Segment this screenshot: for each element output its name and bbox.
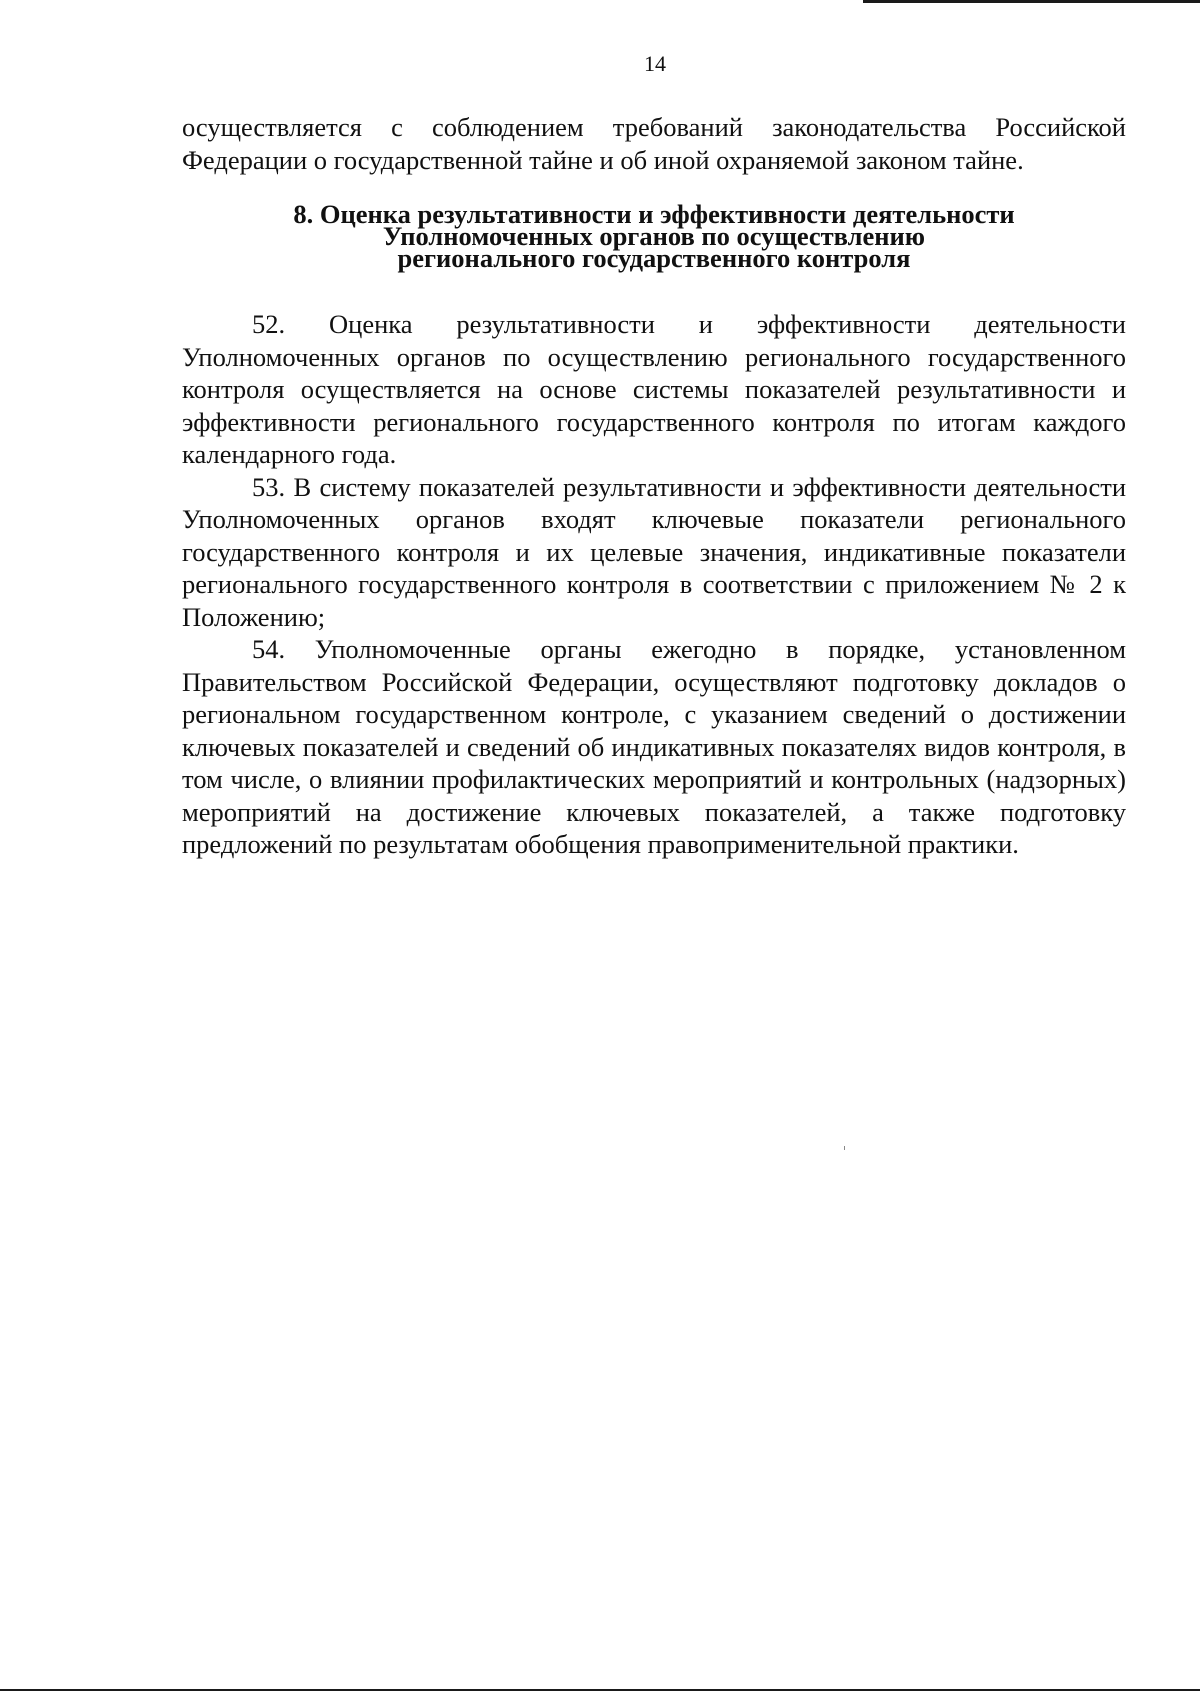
- section-title: [182, 199, 1126, 273]
- scan-border-top: [863, 0, 1200, 3]
- section-title-line: Уполномоченных органов по осуществлению: [382, 221, 926, 251]
- continuation-text: осуществляется с соблюдением требований законодательства Российской Федерации о государственной тайне и об иной охраняемой законом тайне.: [182, 112, 1126, 175]
- continuation-paragraph: [182, 111, 1126, 176]
- scan-border-bottom: [0, 1689, 1200, 1691]
- paragraph-54: 54. Уполномоченные органы ежегодно в порядке, установленном Правительством Российской Федерации, осуществляют подготовку докладов о региональном государственном контроле, с указанием сведений о достижении ключевых показателей и сведений об индикативных показателях видов контроля, в том числе, о влиянии профилактических мероприятий и контрольных (надзорных) мероприятий на достижение ключевых показателей, а также подготовку предложений по результатам обобщения правоприменительной практики.: [182, 634, 1126, 859]
- section-title-line: регионального государственного контроля: [397, 243, 911, 273]
- paragraph-52: 52. Оценка результативности и эффективности деятельности Уполномоченных органов по осуществлению регионального государственного контроля осуществляется на основе системы показателей результативности и эффективности регионального государственного контроля по итогам каждого календарного года.: [182, 309, 1126, 469]
- page-number: 14: [644, 51, 666, 76]
- section-body: [182, 308, 1126, 861]
- paragraph-53: 53. В систему показателей результативности и эффективности деятельности Уполномоченных органов входят ключевые показатели регионального государственного контроля и их целевые значения, индикативные показатели регионального государственного контроля в соответствии с приложением № 2 к Положению;: [182, 471, 1126, 632]
- section-title-line: 8. Оценка результативности и эффективности деятельности: [293, 199, 1015, 229]
- scan-speck: [844, 1146, 845, 1150]
